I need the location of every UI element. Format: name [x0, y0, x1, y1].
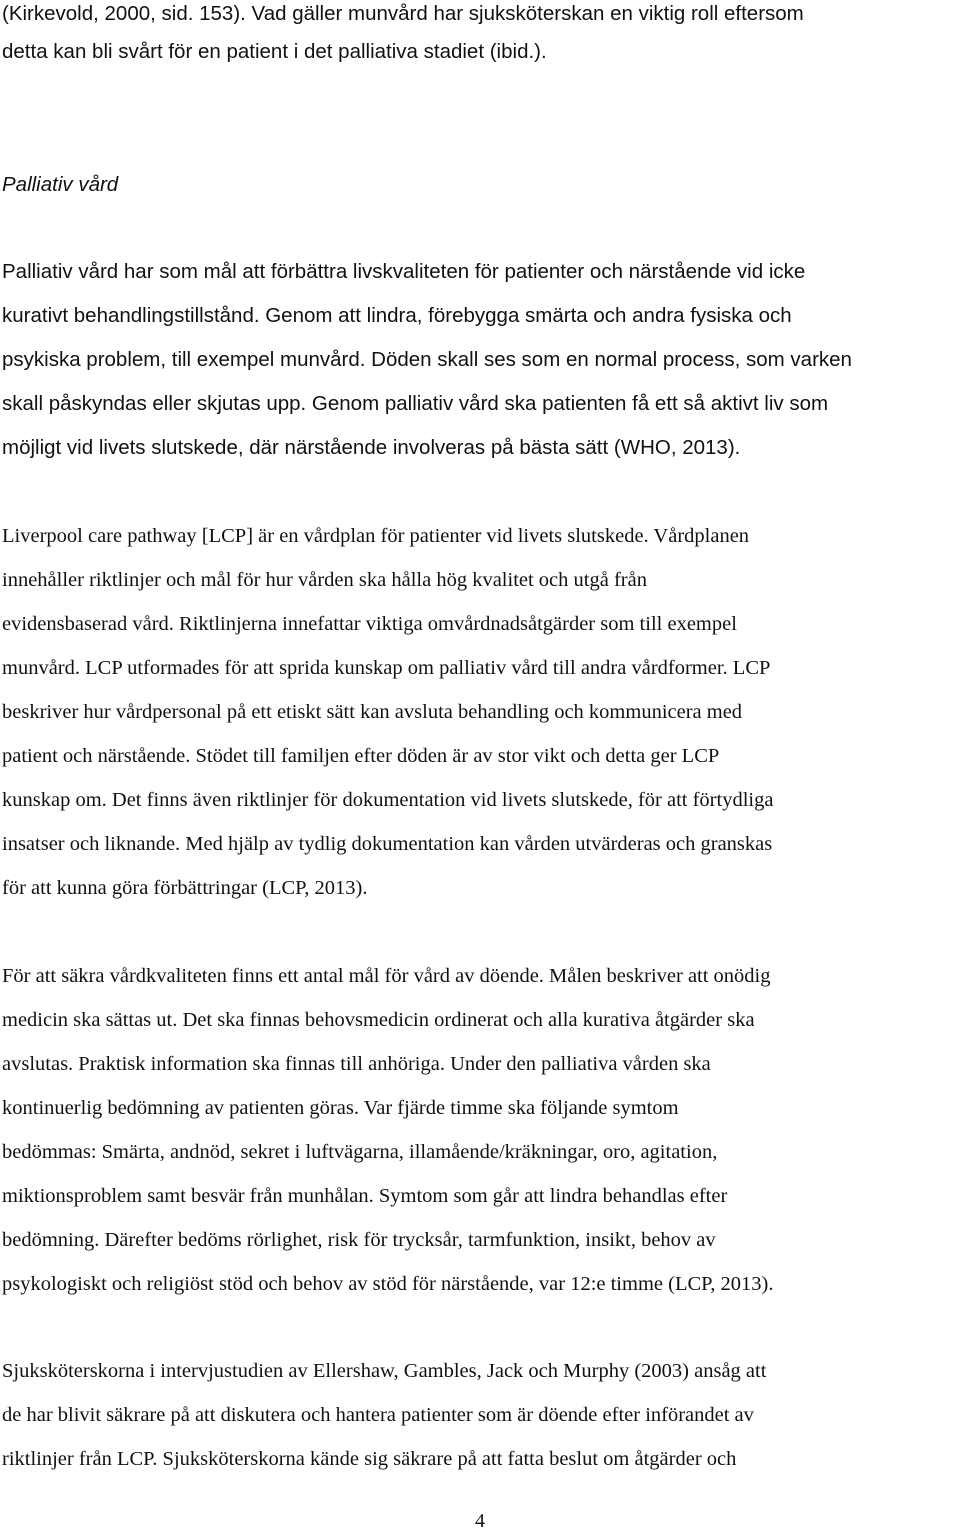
text-line: psykiska problem, till exempel munvård. Döden skall ses som en normal process, som varken	[2, 348, 852, 371]
text-line: kontinuerlig bedömning av patienten göras. Var fjärde timme ska följande symtom	[2, 1097, 679, 1119]
text-line: (Kirkevold, 2000, sid. 153). Vad gäller munvård har sjuksköterskan en viktig roll eftersom	[2, 2, 804, 25]
text-line: möjligt vid livets slutskede, där närstående involveras på bästa sätt (WHO, 2013).	[2, 436, 741, 459]
text-line: detta kan bli svårt för en patient i det palliativa stadiet (ibid.).	[2, 40, 547, 63]
text-line: för att kunna göra förbättringar (LCP, 2013).	[2, 877, 368, 899]
text-line: medicin ska sättas ut. Det ska finnas behovsmedicin ordinerat och alla kurativa åtgärder ska	[2, 1009, 755, 1031]
text-line: Liverpool care pathway [LCP] är en vårdplan för patienter vid livets slutskede. Vårdplanen	[2, 525, 750, 547]
text-line: avslutas. Praktisk information ska finnas till anhöriga. Under den palliativa vården ska	[2, 1053, 711, 1075]
text-line: psykologiskt och religiöst stöd och behov av stöd för närstående, var 12:e timme (LCP, 2013).	[2, 1273, 774, 1295]
text-line: evidensbaserad vård. Riktlinjerna innefattar viktiga omvårdnadsåtgärder som till exempel	[2, 613, 737, 635]
text-line: bedömmas: Smärta, andnöd, sekret i luftvägarna, illamående/kräkningar, oro, agitation,	[2, 1141, 718, 1163]
text-line: kurativt behandlingstillstånd. Genom att lindra, förebygga smärta och andra fysiska och	[2, 304, 792, 327]
text-line: skall påskyndas eller skjutas upp. Genom palliativ vård ska patienten få ett så aktivt liv som	[2, 392, 829, 415]
text-line: beskriver hur vårdpersonal på ett etiskt sätt kan avsluta behandling och kommunicera med	[2, 701, 743, 723]
page-number: 4	[475, 1510, 485, 1532]
text-line: Sjuksköterskorna i intervjustudien av Ellershaw, Gambles, Jack och Murphy (2003) ansåg att	[2, 1360, 767, 1382]
text-line: kunskap om. Det finns även riktlinjer för dokumentation vid livets slutskede, för att förtydliga	[2, 789, 774, 811]
text-line: patient och närstående. Stödet till familjen efter döden är av stor vikt och detta ger LCP	[2, 745, 720, 767]
text-line: riktlinjer från LCP. Sjuksköterskorna kände sig säkrare på att fatta beslut om åtgärder och	[2, 1448, 737, 1470]
text-line: de har blivit säkrare på att diskutera och hantera patienter som är döende efter införandet av	[2, 1404, 754, 1426]
text-line: miktionsproblem samt besvär från munhålan. Symtom som går att lindra behandlas efter	[2, 1185, 728, 1207]
text-line: insatser och liknande. Med hjälp av tydlig dokumentation kan vården utvärderas och granskas	[2, 833, 773, 855]
text-line: innehåller riktlinjer och mål för hur vården ska hålla hög kvalitet och utgå från	[2, 569, 647, 591]
text-line: bedömning. Därefter bedöms rörlighet, risk för trycksår, tarmfunktion, insikt, behov av	[2, 1229, 716, 1251]
text-line: munvård. LCP utformades för att sprida kunskap om palliativ vård till andra vårdformer. LCP	[2, 657, 771, 679]
text-line: För att säkra vårdkvaliteten finns ett antal mål för vård av döende. Målen beskriver att onödig	[2, 965, 771, 987]
section-heading: Palliativ vård	[2, 173, 119, 196]
text-line: Palliativ vård har som mål att förbättra livskvaliteten för patienter och närstående vid icke	[2, 260, 806, 283]
